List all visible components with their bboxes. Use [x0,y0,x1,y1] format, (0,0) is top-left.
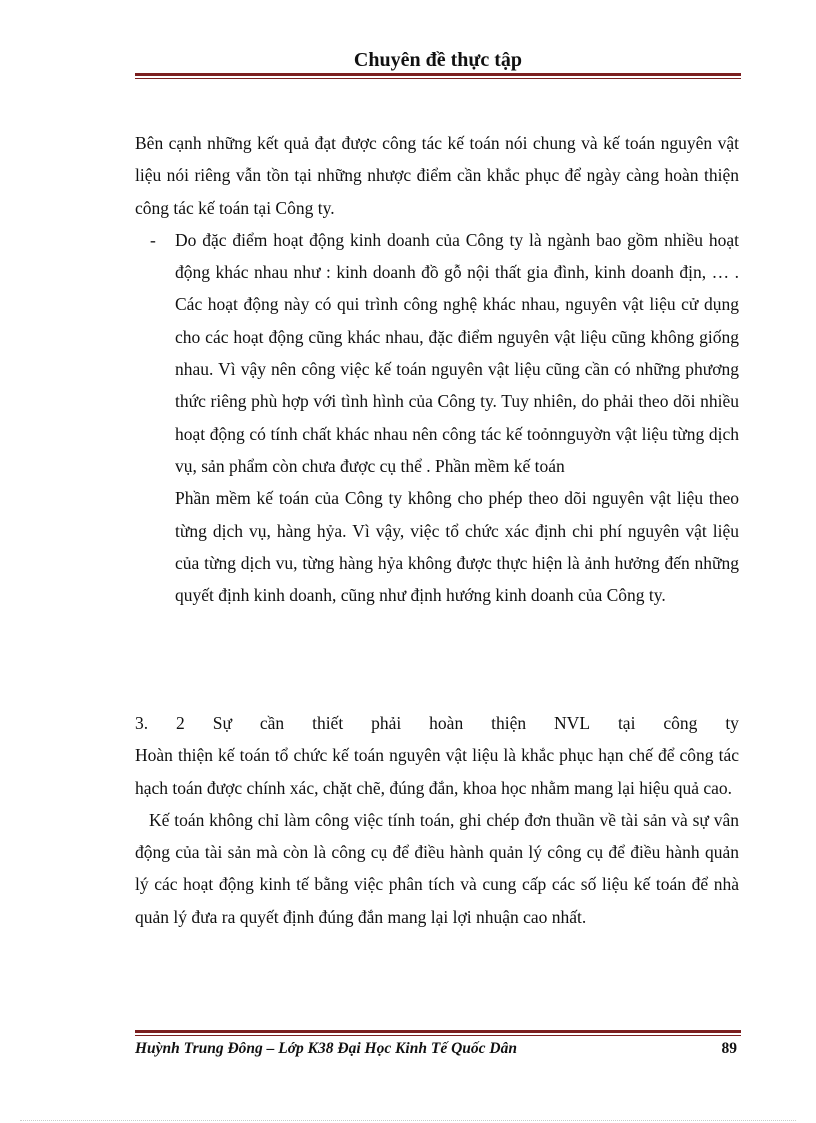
footer-author: Huỳnh Trung Đông – Lớp K38 Đại Học Kinh Tế Quốc Dân [135,1040,517,1057]
section-heading [135,707,739,739]
heading-word: cần [259,713,285,733]
heading-word: ty [725,713,739,733]
heading-word: 3. [135,713,149,733]
heading-word: phải [371,713,402,733]
heading-word: NVL [554,713,591,733]
heading-word: công [663,713,698,733]
page-header-title: Chuyên đề thực tập [353,49,523,71]
closing-paragraph: Kế toán không chỉ làm công việc tính toán, ghi chép đơn thuần về tài sản và sự vân động của tài sản mà còn là công cụ để điều hành quản lý công cụ để điều hành quản lý các hoạt động kinh tế bằng việc phân tích và cung cấp các số liệu kế toán để nhà quản lý đưa ra quyết định đúng đắn mang lại lợi nhuận cao nhất. [135,809,739,927]
intro-paragraph: Bên cạnh những kết quả đạt được công tác kế toán nói chung và kế toán nguyên vật liệu nói riêng vẫn tồn tại những nhược điểm cần khắc phục để ngày càng hoàn thiện công tác kế toán tại Công ty. [135,133,739,218]
page-footer [135,1038,739,1060]
document-body [135,127,739,611]
bullet-paragraph: Do đặc điểm hoạt động kinh doanh của Công ty là ngành bao gồm nhiều hoạt động khác nhau như : kinh doanh đồ gỗ nội thất gia đình, kinh doanh địn, … . Các hoạt động này có qui trình công nghệ khác nhau, nguyên vật liệu cử dụng cho các hoạt động cũng khác nhau, đặc điểm nguyên vật liệu cũng không giống nhau. Vì vậy nên công việc kế toán nguyên vật liệu cũng cần có những phương thức riêng phù hợp với tình hình của Công ty. Tuy nhiên, do phải theo dõi nhiều hoạt động có tính chất khác nhau nên công tác kế toỏnnguyờn vật liệu từng dịch vụ, sản phẩm còn chưa được cụ thể . Phần mềm kế toán [175,229,739,476]
section-block [135,707,739,933]
footer-divider [135,1030,741,1036]
heading-word: 2 [176,713,185,733]
heading-word: tại [617,713,636,733]
bullet-item [135,224,739,612]
bullet-marker: - [150,229,156,250]
header-divider [135,73,741,79]
heading-word: Sự [212,713,232,733]
section-paragraph: Hoàn thiện kế toán tổ chức kế toán nguyên vật liệu là khắc phục hạn chế để công tác hạch toán được chính xác, chặt chẽ, đúng đắn, khoa học nhằm mang lại hiệu quả cao. [135,745,739,798]
bullet-continuation-paragraph: Phần mềm kế toán của Công ty không cho phép theo dõi nguyên vật liệu theo từng dịch vụ, hàng hỷa. Vì vậy, việc tổ chức xác định chi phí nguyên vật liệu của từng dịch vu, từng hàng hỷa không được thực hiện là ảnh hưởng đến những quyết định kinh doanh, cũng như định hướng kinh doanh của Công ty. [175,488,739,606]
heading-word: thiết [312,713,344,733]
heading-word: thiện [491,713,527,733]
page-number: 89 [721,1040,737,1057]
heading-word: hoàn [429,713,464,733]
page-edge-border [20,1120,796,1121]
